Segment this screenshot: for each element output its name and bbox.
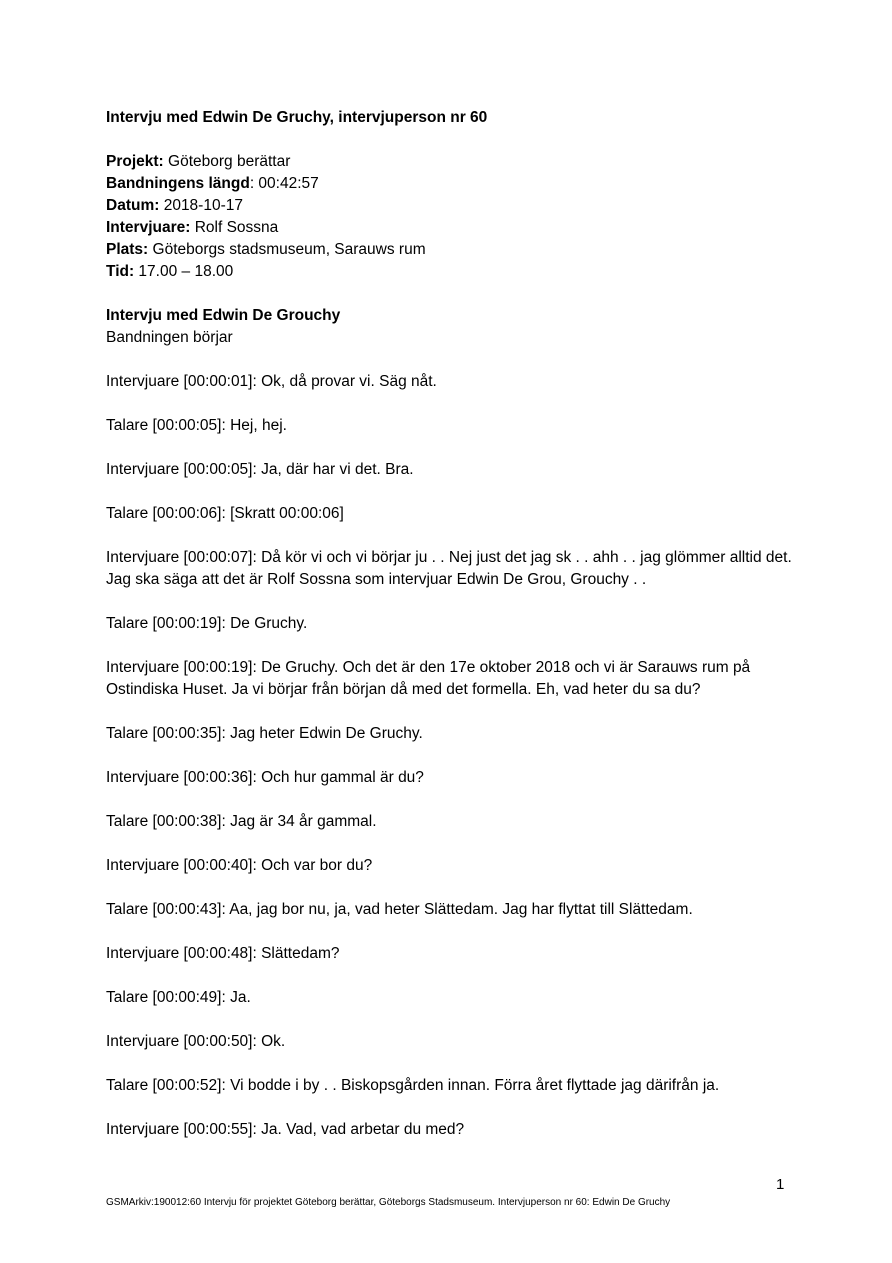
meta-time [106,261,796,283]
transcript-turn: Intervjuare [00:00:01]: Ok, då provar vi. Säg nåt. [106,373,437,390]
transcript-turn: Talare [00:00:49]: Ja. [106,989,251,1006]
transcript-turn: Talare [00:00:05]: Hej, hej. [106,417,287,434]
meta-value: Göteborgs stadsmuseum, Sarauws rum [148,241,426,258]
transcript-turn: Talare [00:00:52]: Vi bodde i by . . Biskopsgården innan. Förra året flyttade jag därifrån ja. [106,1077,720,1094]
transcript-turn: Intervjuare [00:00:07]: Då kör vi och vi börjar ju . . Nej just det jag sk . . ahh . . jag glömmer alltid det. Jag ska säga att det är Rolf Sossna som intervjuar Edwin De Grou, Grouchy . . [106,549,792,588]
transcript-turn: Intervjuare [00:00:40]: Och var bor du? [106,857,373,874]
transcript-turn: Talare [00:00:06]: [Skratt 00:00:06] [106,505,344,522]
transcript-turn: Talare [00:00:38]: Jag är 34 år gammal. [106,813,377,830]
transcript-turn: Talare [00:00:43]: Aa, jag bor nu, ja, vad heter Slättedam. Jag har flyttat till Slättedam. [106,901,693,918]
meta-value: 2018-10-17 [159,197,243,214]
transcript-turn: Intervjuare [00:00:50]: Ok. [106,1033,286,1050]
meta-value: : 00:42:57 [249,175,319,192]
section-heading: Intervju med Edwin De Grouchy [106,307,341,324]
meta-project [106,151,796,173]
meta-label: Datum: [106,197,160,214]
document-body [106,107,796,1163]
meta-label: Plats: [106,241,149,258]
meta-place [106,239,796,261]
transcript-turn: Intervjuare [00:00:36]: Och hur gammal är du? [106,769,424,786]
page-number: 1 [776,1176,785,1193]
meta-interviewer [106,217,796,239]
meta-value: Rolf Sossna [190,219,279,236]
meta-label: Projekt: [106,153,164,170]
meta-recording-length [106,173,796,195]
transcript-turn: Intervjuare [00:00:19]: De Gruchy. Och det är den 17e oktober 2018 och vi är Sarauws rum på Ostindiska Huset. Ja vi börjar från början då med det formella. Eh, vad heter du sa du? [106,659,751,698]
transcript-turn: Intervjuare [00:00:05]: Ja, där har vi det. Bra. [106,461,414,478]
page-footer: GSMArkiv:190012:60 Intervju för projektet Göteborg berättar, Göteborgs Stadsmuseum. Intervjuperson nr 60: Edwin De Gruchy [106,1197,671,1208]
transcript-turn: Talare [00:00:19]: De Gruchy. [106,615,308,632]
metadata-block [106,151,796,283]
transcript-turn: Intervjuare [00:00:48]: Slättedam? [106,945,340,962]
meta-value: 17.00 – 18.00 [134,263,234,280]
document-title: Intervju med Edwin De Gruchy, intervjuperson nr 60 [106,109,488,126]
meta-label: Bandningens längd [106,175,250,192]
transcript-turn: Intervjuare [00:00:55]: Ja. Vad, vad arbetar du med? [106,1121,465,1138]
transcript-turn: Talare [00:00:35]: Jag heter Edwin De Gruchy. [106,725,423,742]
meta-value: Göteborg berättar [163,153,291,170]
section-subheading: Bandningen börjar [106,329,233,346]
meta-label: Tid: [106,263,135,280]
meta-label: Intervjuare: [106,219,191,236]
meta-date [106,195,796,217]
